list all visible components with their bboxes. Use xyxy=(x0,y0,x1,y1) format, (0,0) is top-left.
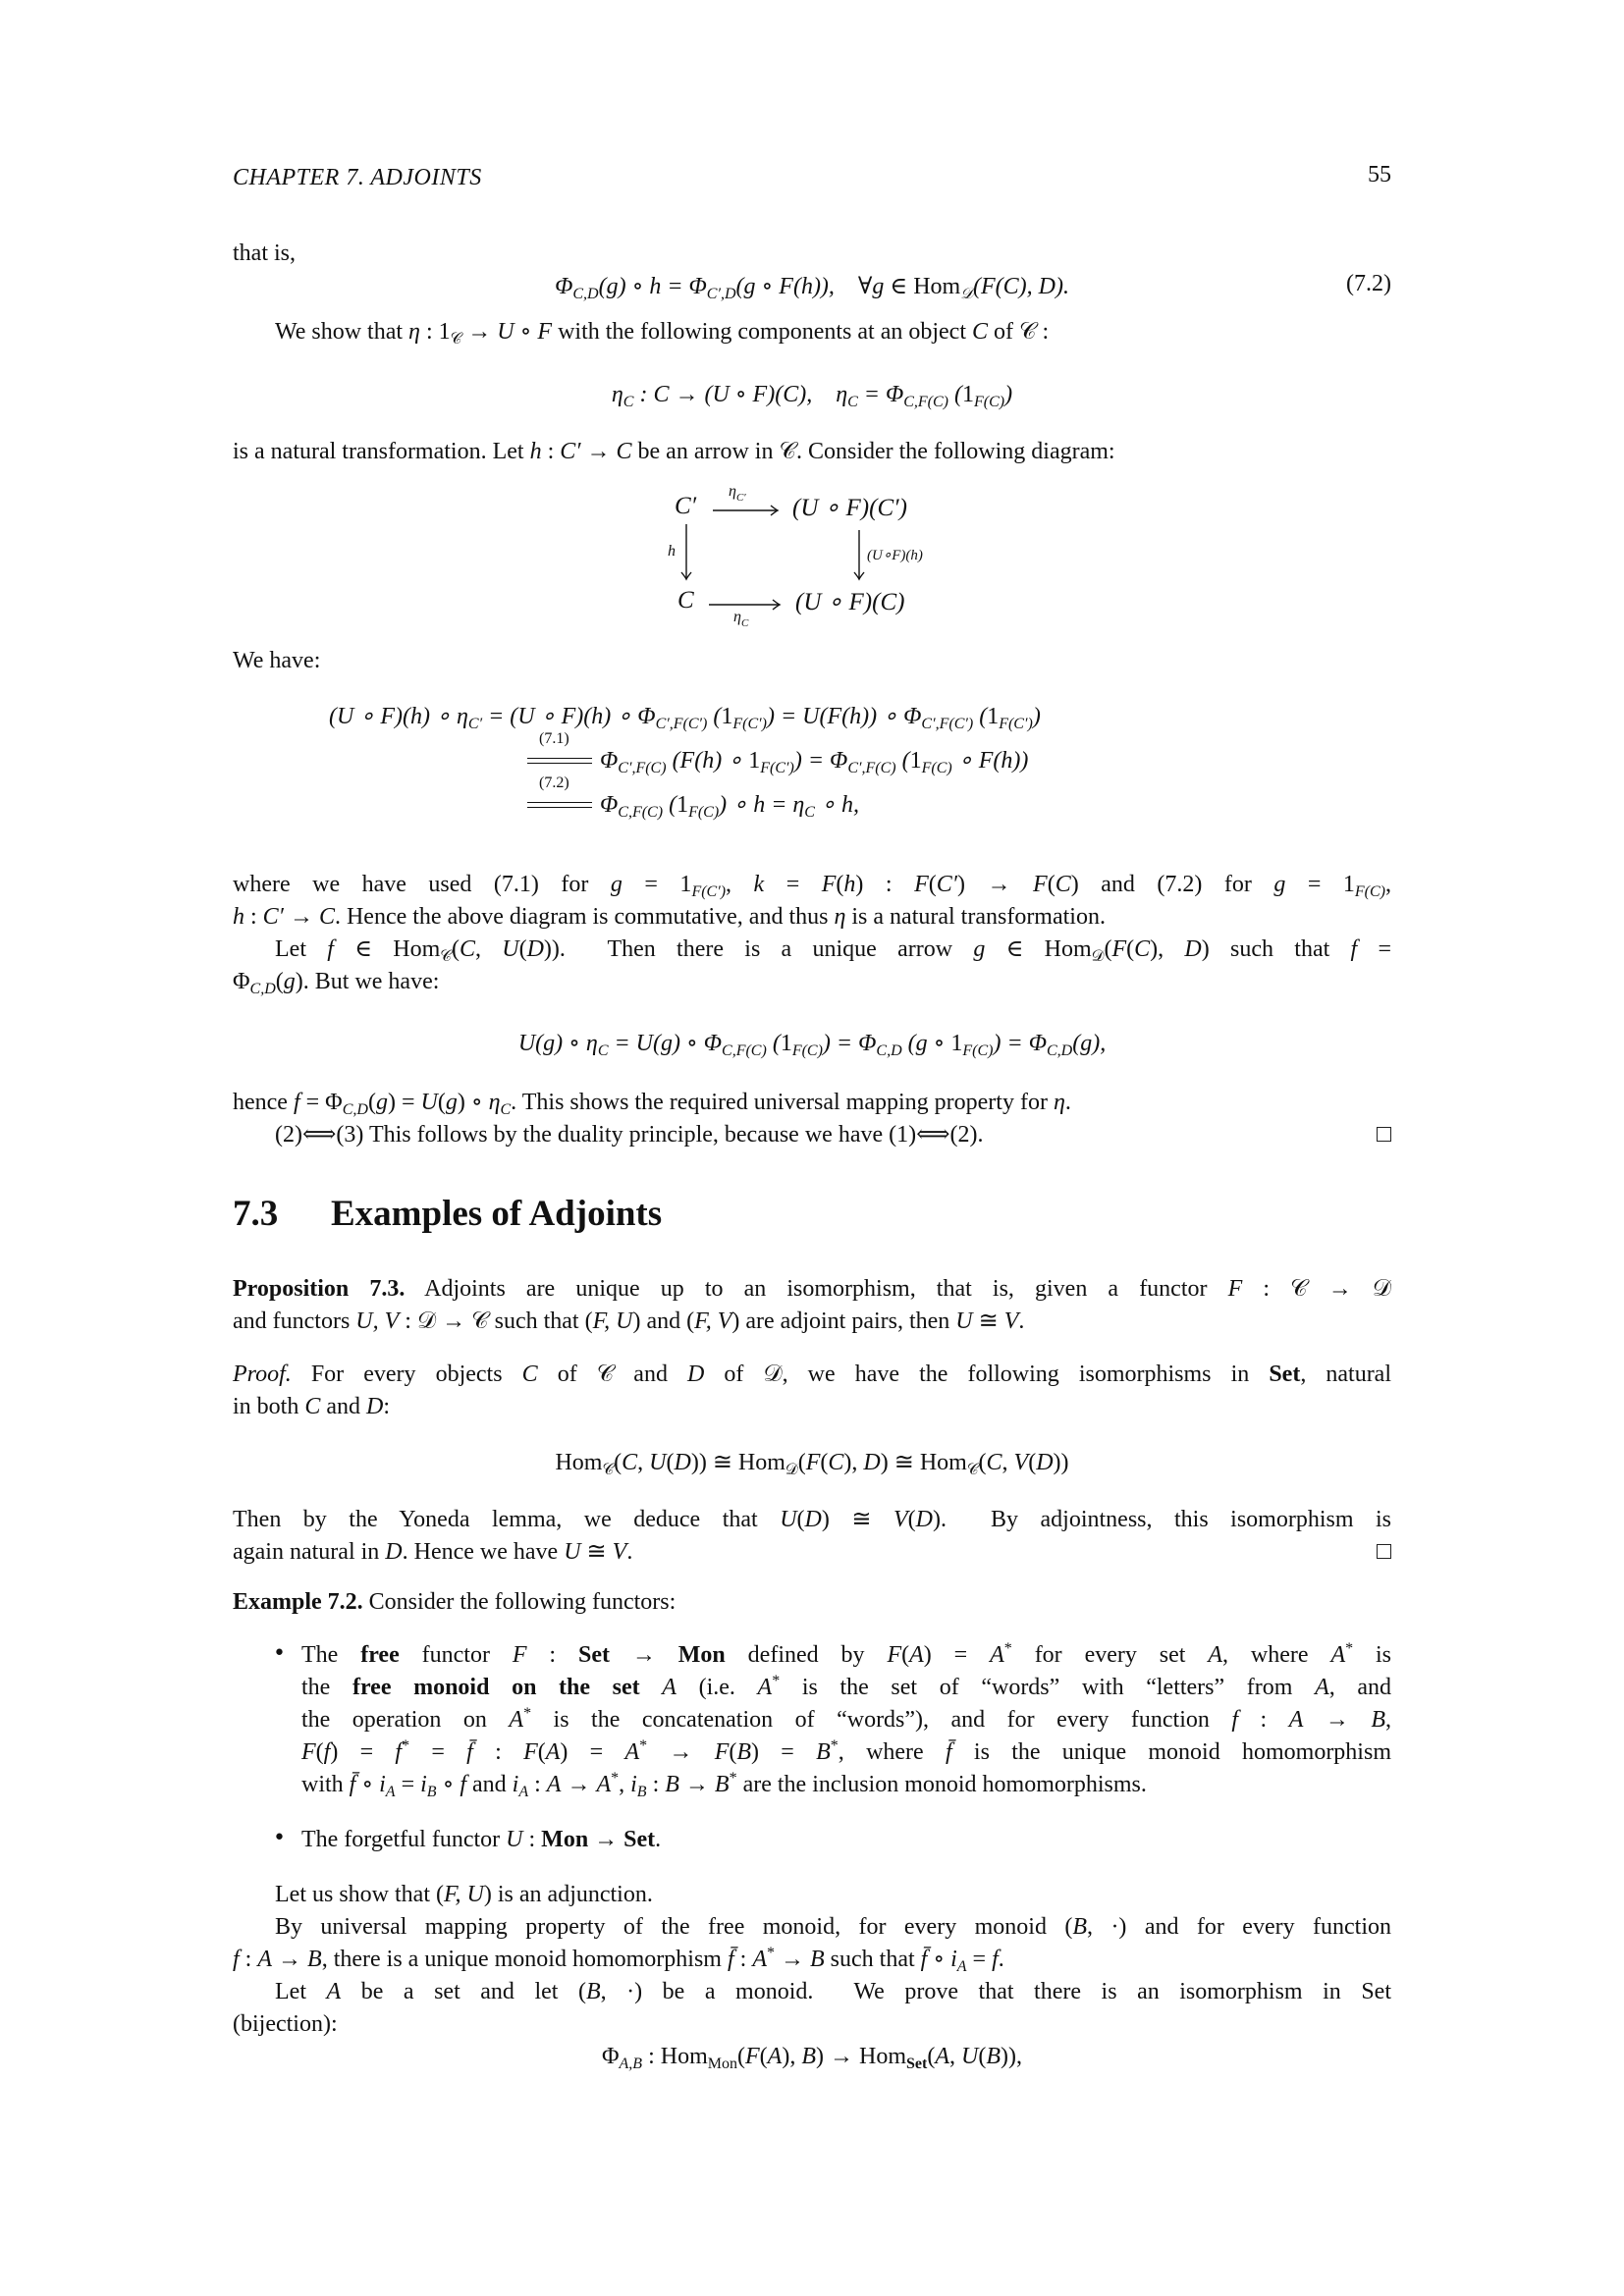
paragraph-line: (2)⟺(3) This follows by the duality principle, because we have (1)⟺(2). xyxy=(275,1122,984,1148)
bullet-line: The free functor F : Set → Mon defined by F(A) = A* for every set A, where A* is xyxy=(301,1640,1392,1668)
equation-hom-iso: Hom$_𝒞$(C, U(D)) ≅ Hom$_𝒟$(F(C), D) ≅ Hom$_𝒞$(C, V(D)) xyxy=(555,1450,1069,1478)
derivation-row-3: (7.2) $\Phi_{C,F(C)}$ $(1_{F(C)})$ ∘ $h = \eta_C$ ∘ h, xyxy=(527,790,859,819)
bullet-line: F(f) = f* = f̄ : F(A) = A* → F(B) = B*, where f̄ is the unique monoid homomorphism xyxy=(301,1737,1391,1765)
qed-symbol xyxy=(1377,1544,1391,1559)
example-intro: Consider the following functors: xyxy=(368,1589,677,1615)
bullet-icon: • xyxy=(273,1641,286,1666)
proposition-line: Proposition 7.3. Adjoints are unique up to an isomorphism, that is, given a functor F : 𝒞 → 𝒟 xyxy=(233,1276,1392,1302)
paragraph-line: $\Phi_{C,D}(g)$. But we have: xyxy=(233,969,440,997)
example-heading xyxy=(233,1586,1391,1619)
equation-body: $\Phi_{C,D}(g)$ ∘ $h = \Phi_{C',D}(g$ ∘ F(h)), ∀g ∈ Hom$_𝒟$(F(C), D). xyxy=(555,274,1069,302)
paragraph-line: By universal mapping property of the free monoid, for every monoid (B, ·) and for every function xyxy=(275,1914,1391,1940)
label-bottom-arrow: $\eta_C$ xyxy=(733,609,749,629)
running-header: CHAPTER 7. ADJOINTS xyxy=(233,165,482,190)
page-number: 55 xyxy=(1368,162,1391,187)
proof-line: again natural in D. Hence we have U ≅ V. xyxy=(233,1539,633,1565)
proposition-label: Proposition 7.3. xyxy=(233,1276,406,1302)
paragraph-line: hence $f = \Phi_{C,D}(g) = U(g)$ ∘ $\eta_C$. This shows the required universal mapping property for η. xyxy=(233,1090,1071,1118)
diagram-node-top-right: (U ∘ F)(C′) xyxy=(792,495,907,521)
bullet-line: the free monoid on the set A (i.e. A* is the set of “words” with “letters” from A, and xyxy=(301,1673,1392,1700)
equation-7-2 xyxy=(233,271,1391,303)
proposition-line: and functors U, V : 𝒟 → 𝒞 such that (F, U) and (F, V) are adjoint pairs, then U ≅ V. xyxy=(233,1308,1025,1334)
paragraph-text: We show that η : $1_𝒞 \to U$ ∘ F with the following components at an object C of 𝒞 : xyxy=(275,319,1050,347)
paragraph-line: where we have used (7.1) for $g = 1_{F(C')}$, k = F(h) : F(C′) → F(C) and (7.2) for $g = 1_{F(C)}$, xyxy=(233,872,1391,900)
commutative-diagram xyxy=(609,481,1021,638)
paragraph-line: f : A → B, there is a unique monoid homomorphism f̄ : A* → B such that f̄ ∘ $i_A = f$. xyxy=(233,1945,1004,1975)
diagram-node-bottom-right: (U ∘ F)(C) xyxy=(795,589,905,615)
paragraph-line: Let us show that (F, U) is an adjunction. xyxy=(275,1882,653,1907)
proof-line: Proof. For every objects C of 𝒞 and D of 𝒟, we have the following isomorphisms in Set, natural xyxy=(233,1362,1392,1387)
proof-label: Proof. xyxy=(233,1362,292,1387)
paragraph-line: Let A be a set and let (B, ·) be a monoid. We prove that there is an isomorphism in Set xyxy=(275,1979,1391,2004)
label-right-arrow: (U∘F)(h) xyxy=(867,548,923,563)
bullet-icon: • xyxy=(273,1826,286,1850)
diagram-node-bottom-left: C xyxy=(677,587,694,614)
equation-phi-ab: $\Phi_{A,B}$ : Hom$_{Mon}$(F(A), B) → Hom$_{Set}$(A, U(B)), xyxy=(601,2044,1022,2072)
qed-symbol xyxy=(1377,1127,1391,1142)
label-left-arrow: h xyxy=(668,543,676,560)
section-number: 7.3 xyxy=(233,1194,279,1234)
proof-line: in both C and D: xyxy=(233,1394,391,1419)
example-label: Example 7.2. xyxy=(233,1589,363,1615)
paragraph-text: We have: xyxy=(233,648,321,673)
equation-ug: U(g) ∘ $\eta_C = U(g)$ ∘ $\Phi_{C,F(C)}$ $(1_{F(C)}) = \Phi_{C,D}$ (g ∘ $1_{F(C)}) = \Phi_{C,D}(g)$, xyxy=(517,1031,1107,1059)
label-top-arrow: $\eta_{C'}$ xyxy=(729,483,746,504)
derivation-row-2: (7.1) $\Phi_{C',F(C)}$ (F(h) ∘ $1_{F(C')}) = \Phi_{C',F(C)}$ ($1_{F(C)}$ ∘ F(h)) xyxy=(527,746,1028,774)
paragraph-line: (bijection): xyxy=(233,2011,338,2037)
derivation-row-1: (U ∘ F)(h) ∘ $\eta_{C'} = (U$ ∘ F)(h) ∘ $\Phi_{C',F(C')}$ $(1_{F(C')}) = U(F(h))$ ∘ $\Phi_{C',F(C')}$ $(1_{F(C')})$ xyxy=(329,704,1041,732)
bullet-line: the operation on A* is the concatenation of “words”), and for every function f : A → B, xyxy=(301,1705,1391,1733)
equals-by-7-2: (7.2) xyxy=(527,796,592,816)
equals-by-7-1: (7.1) xyxy=(527,752,592,772)
bullet-line: with f̄ ∘ $i_A = i_B$ ∘ f and $i_A$ : A → A*, $i_B$ : B → B* are the inclusion monoid homomorphisms. xyxy=(301,1770,1147,1800)
paragraph-text: that is, xyxy=(233,240,296,266)
bullet-line: The forgetful functor U : Mon → Set. xyxy=(301,1827,662,1852)
paragraph-line: h : C′ → C. Hence the above diagram is commutative, and thus η is a natural transformation. xyxy=(233,904,1106,930)
equation-eta-definition: $\eta_C$ : C → (U ∘ F)(C), $\eta_C = \Phi_{C,F(C)}$ $(1_{F(C)})$ xyxy=(611,382,1013,410)
paragraph-text: is a natural transformation. Let h : C′ → C be an arrow in 𝒞. Consider the following diagram: xyxy=(233,439,1115,464)
proof-line: Then by the Yoneda lemma, we deduce that U(D) ≅ V(D). By adjointness, this isomorphism is xyxy=(233,1507,1392,1532)
equation-number: (7.2) xyxy=(1346,271,1391,296)
section-heading xyxy=(233,1193,662,1235)
diagram-node-top-left: C′ xyxy=(675,493,697,519)
section-title: Examples of Adjoints xyxy=(331,1194,663,1234)
paragraph-line: Let f ∈ Hom$_𝒞$(C, U(D)). Then there is a unique arrow g ∈ Hom$_𝒟$(F(C), D) such that f = xyxy=(275,936,1392,965)
